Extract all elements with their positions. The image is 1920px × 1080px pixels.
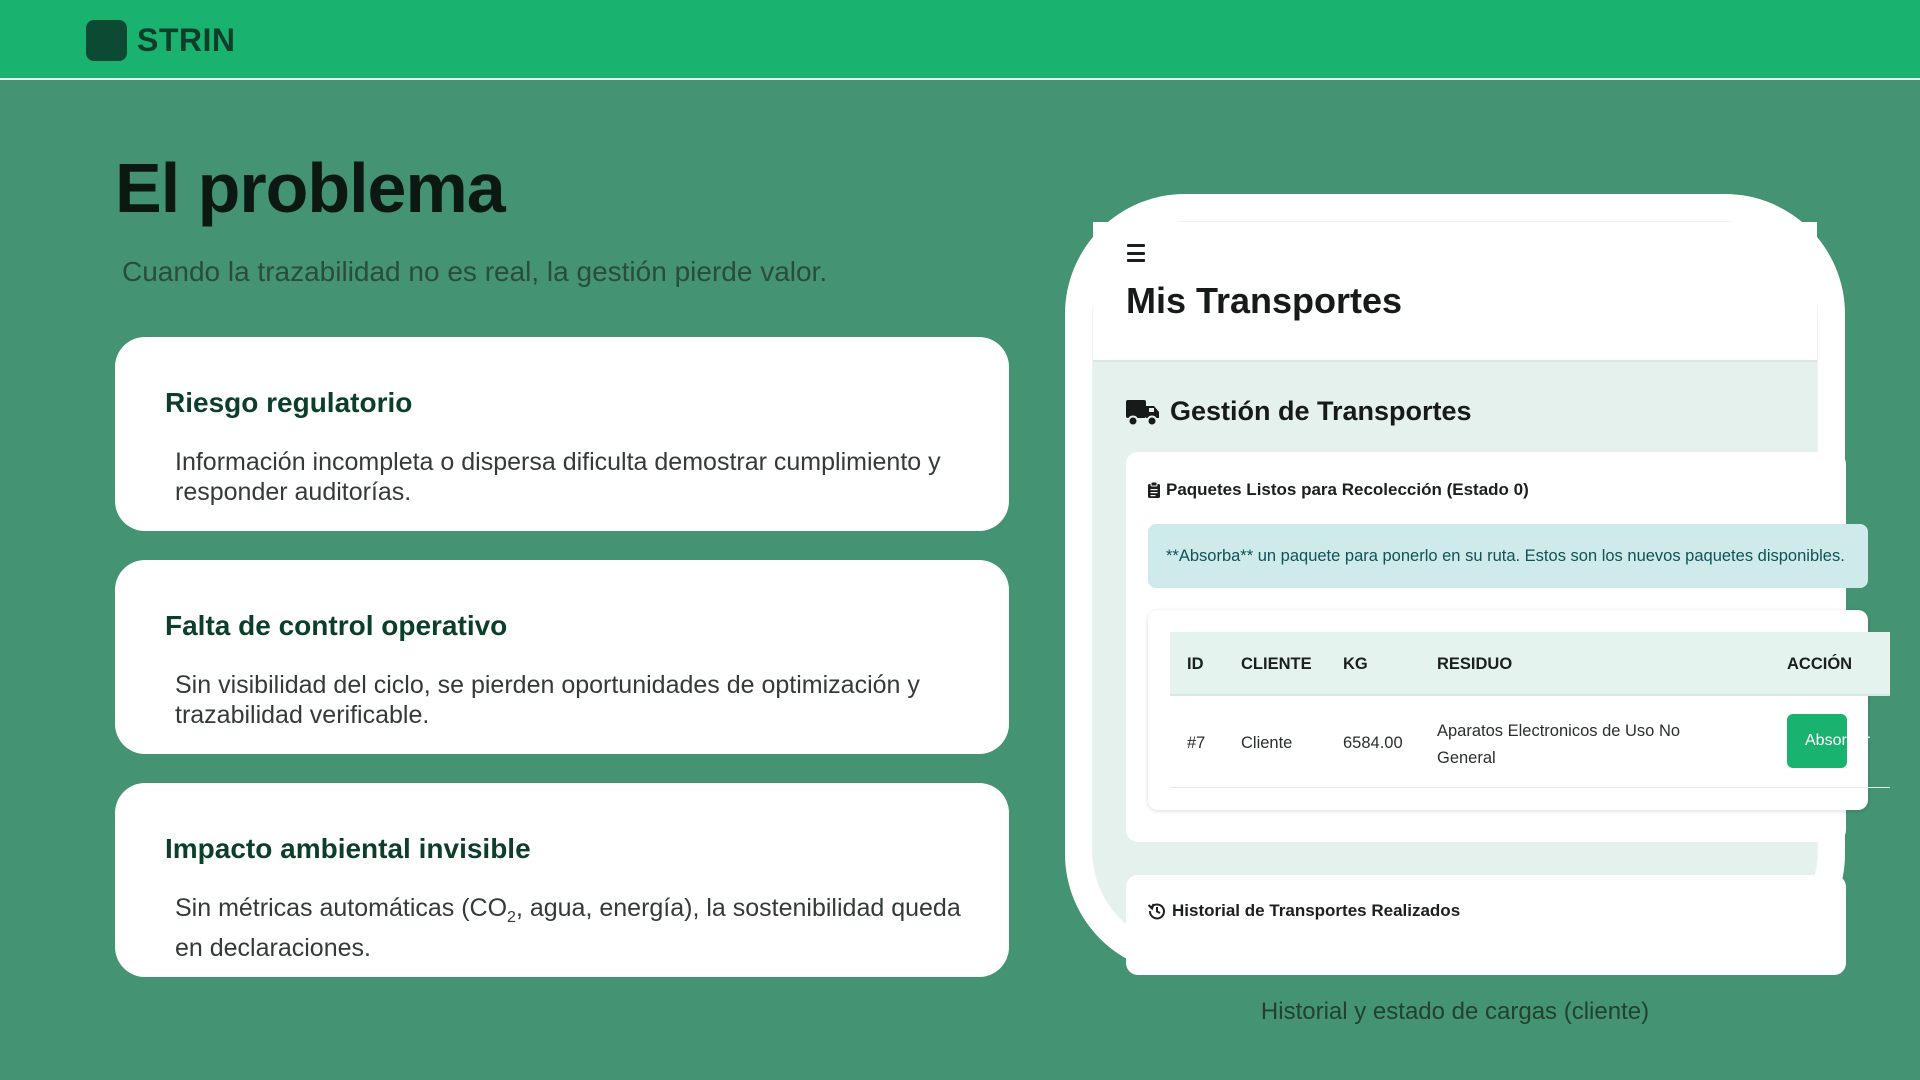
pending-panel-header [1148,480,1529,500]
card-description-end: , agua, energía), la sostenibilidad queda en declaraciones. [175,894,961,962]
cell-residuo: Aparatos Electronicos de Uso No General [1437,722,1681,767]
column-header-kg: KG [1343,655,1368,673]
history-panel [1126,875,1846,975]
packages-table [1148,610,1868,810]
card-description: Información incompleta o dispersa dificulta demostrar cumplimiento y responder auditorías. [175,448,941,506]
column-header-cliente: CLIENTE [1241,655,1312,673]
cell-kg: 6584.00 [1343,734,1403,752]
card-title: Falta de control operativo [165,610,508,641]
brand-name: STRIN [137,22,236,58]
problem-card-regulatory [115,337,1009,531]
card-title: Riesgo regulatorio [165,387,413,418]
top-bar [0,0,1920,80]
absorb-button[interactable]: Absorber [1787,714,1847,768]
history-panel-header[interactable] [1148,901,1460,921]
cell-cliente: Cliente [1241,734,1293,752]
history-panel-title: Historial de Transportes Realizados [1172,901,1461,920]
card-title: Impacto ambiental invisible [165,833,531,864]
column-header-residuo: RESIDUO [1437,655,1513,673]
problem-card-operational [115,560,1009,754]
slide-subtitle: Cuando la trazabilidad no es real, la gestión pierde valor. [122,256,828,287]
pending-packages-panel [1126,452,1870,842]
card-description: Sin visibilidad del ciclo, se pierden oportunidades de optimización y trazabilidad verificable. [175,671,920,729]
hamburger-menu-icon[interactable] [1127,244,1145,262]
card-description [175,893,975,963]
table-header [1170,632,1890,696]
mockup-caption: Historial y estado de cargas (cliente) [1260,998,1650,1025]
table-row [1170,698,1890,788]
slide-title: El problema [115,149,505,227]
app-header [1093,222,1817,362]
brand-logo-icon [86,20,127,61]
info-alert: **Absorba** un paquete para ponerlo en su ruta. Estos son los nuevos paquetes disponibles. [1148,524,1868,588]
cell-id: #7 [1187,734,1206,752]
co2-subscript: 2 [507,909,516,926]
column-header-id: ID [1187,655,1204,673]
card-description-start: Sin métricas automáticas (CO [175,894,508,922]
column-header-accion: ACCIÓN [1787,655,1853,673]
history-icon [1148,902,1166,920]
truck-icon [1126,397,1160,427]
problem-card-environmental [115,783,1009,977]
section-title-text: Gestión de Transportes [1170,396,1472,426]
clipboard-icon [1148,482,1160,498]
phone-mockup [1065,194,1870,974]
section-title [1126,396,1472,427]
pending-panel-title: Paquetes Listos para Recolección (Estado 0) [1166,480,1529,499]
app-page-title: Mis Transportes [1126,280,1403,321]
app-screen [1092,221,1870,947]
